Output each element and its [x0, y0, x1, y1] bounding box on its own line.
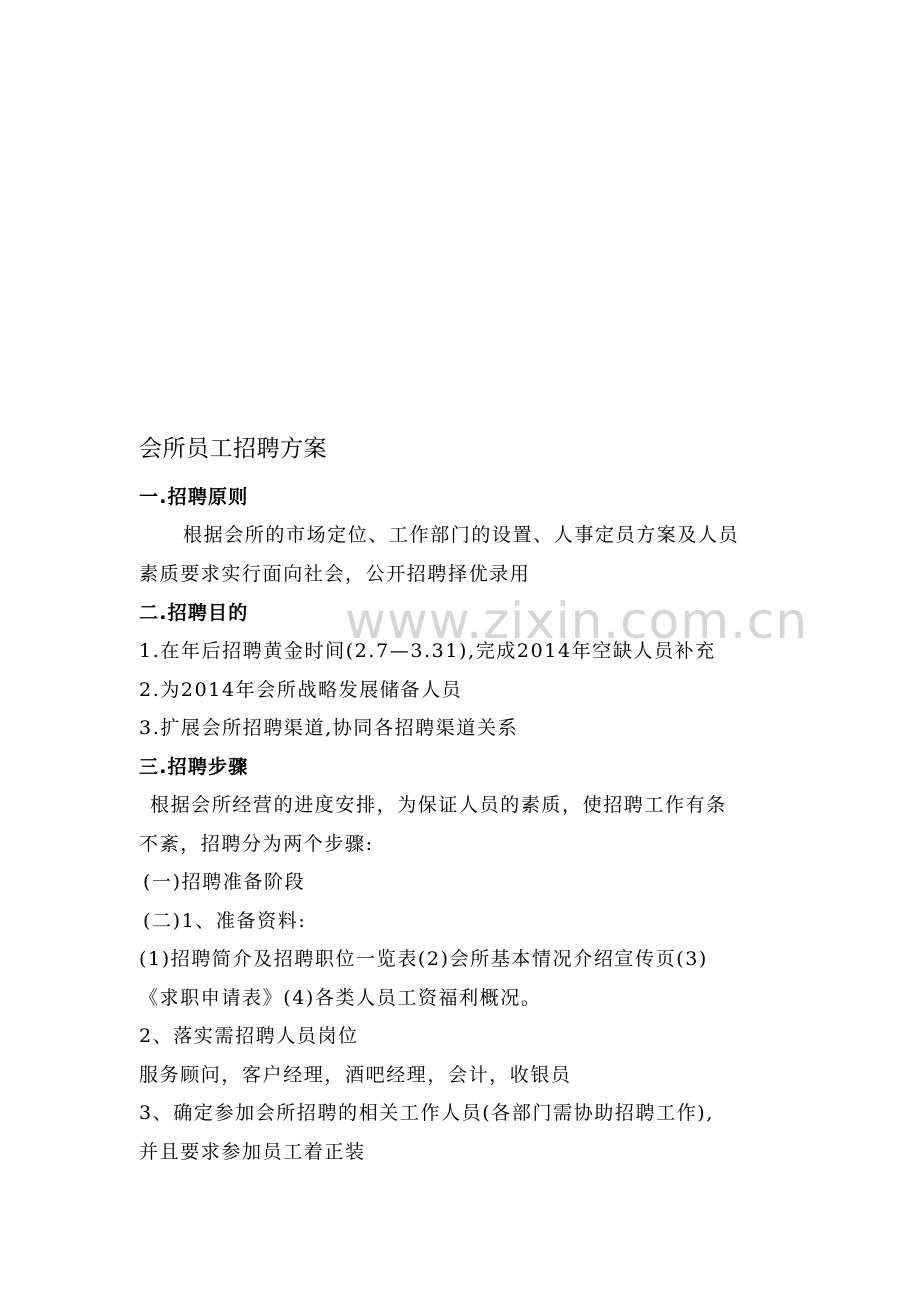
- list-item: 2、落实需招聘人员岗位: [139, 1025, 359, 1047]
- list-item: 3、确定参加会所招聘的相关工作人员(各部门需协助招聘工作),: [139, 1102, 714, 1124]
- paragraph-line: (1)招聘简介及招聘职位一览表(2)会所基本情况介绍宣传页(3): [139, 948, 708, 970]
- watermark: www.zixin.com.cn: [345, 592, 809, 650]
- paragraph-line: 根据会所经营的进度安排，为保证人员的素质，使招聘工作有条: [150, 794, 727, 816]
- list-item: 2.为2014年会所战略发展储备人员: [139, 679, 463, 701]
- document-title: 会所员工招聘方案: [139, 436, 327, 462]
- paragraph-line: 《求职申请表》(4)各类人员工资福利概况。: [139, 987, 542, 1009]
- paragraph-line: 根据会所的市场定位、工作部门的设置、人事定员方案及人员: [183, 524, 740, 546]
- section-heading-1: 一.招聘原则: [139, 486, 249, 508]
- list-item: 1.在年后招聘黄金时间(2.7—3.31),完成2014年空缺人员补充: [139, 640, 716, 662]
- list-item: (一)招聘准备阶段: [143, 871, 306, 893]
- list-item: (二)1、准备资料:: [143, 910, 307, 932]
- paragraph-line: 服务顾问，客户经理，酒吧经理，会计，收银员: [139, 1064, 572, 1086]
- list-item: 3.扩展会所招聘渠道,协同各招聘渠道关系: [139, 717, 519, 739]
- paragraph-line: 并且要求参加员工着正装: [139, 1141, 366, 1163]
- paragraph-line: 素质要求实行面向社会，公开招聘择优录用: [139, 563, 531, 585]
- section-heading-2: 二.招聘目的: [139, 602, 249, 624]
- paragraph-line: 不紊，招聘分为两个步骤:: [139, 833, 374, 855]
- section-heading-3: 三.招聘步骤: [139, 756, 249, 778]
